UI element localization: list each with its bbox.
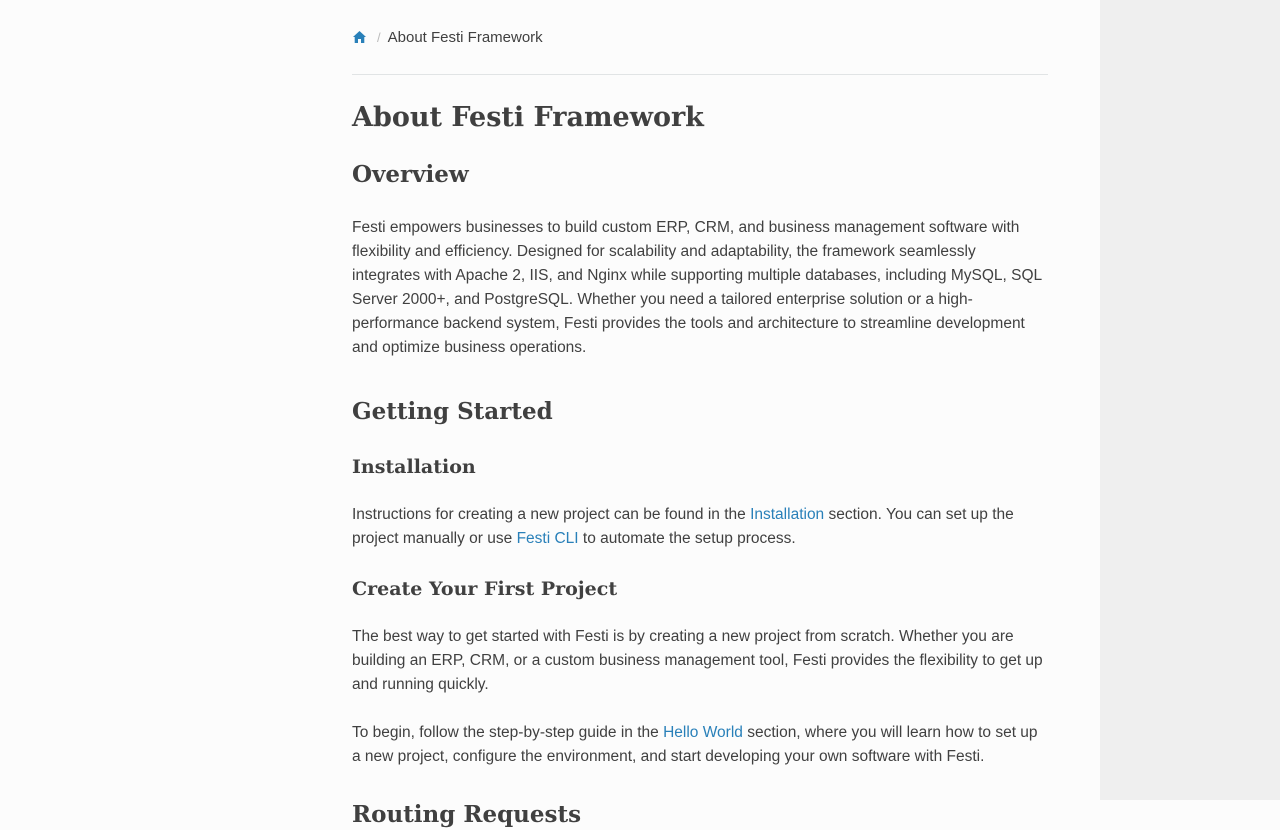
overview-heading: Overview	[352, 161, 469, 188]
getting-started-heading: Getting Started	[352, 398, 553, 425]
hello-world-link[interactable]: Hello World	[663, 724, 743, 741]
first-project-paragraph-1: The best way to get started with Festi is by creating a new project from scratch. Whether you are building an ERP, CRM, or a custom business management tool, Festi provides the flexibility to get up and running quickly.	[352, 628, 1043, 693]
breadcrumb-current: About Festi Framework	[387, 28, 543, 46]
main-content	[352, 0, 1048, 830]
installation-text-1: Instructions for creating a new project can be found in the	[352, 506, 751, 523]
first-project-heading: Create Your First Project	[352, 578, 618, 600]
breadcrumb-separator: /	[377, 29, 381, 45]
installation-heading: Installation	[352, 456, 476, 478]
overview-paragraph: Festi empowers businesses to build custom ERP, CRM, and business management software with flexibility and efficiency. Designed for scalability and adaptability, the framework seamlessly integrates with Apache 2, IIS, and Nginx while supporting multiple databases, including MySQL, SQL Server 2000+, and PostgreSQL. Whether you need a tailored enterprise solution or a high-performance backend system, Festi provides the tools and architecture to streamline development and optimize business operations.	[352, 219, 1042, 356]
routing-requests-heading: Routing Requests	[352, 801, 582, 828]
first-project-text-1: To begin, follow the step-by-step guide in the	[352, 724, 664, 741]
installation-text-2: section. You can set up the project manually or use	[352, 506, 1014, 547]
breadcrumb-divider	[352, 74, 1048, 75]
breadcrumb	[352, 0, 1048, 74]
installation-text-3: to automate the setup process.	[578, 530, 796, 547]
first-project-paragraph-2	[352, 721, 1048, 769]
first-project-text-2: section, where you will learn how to set up a new project, configure the environment, and start developing your own software with Festi.	[352, 724, 1038, 765]
installation-paragraph	[352, 503, 1048, 551]
page-title: About Festi Framework	[352, 102, 704, 133]
festi-cli-link[interactable]: Festi CLI	[516, 530, 579, 547]
installation-link[interactable]: Installation	[750, 506, 825, 523]
home-icon[interactable]	[352, 30, 367, 45]
right-gutter	[1100, 0, 1280, 800]
